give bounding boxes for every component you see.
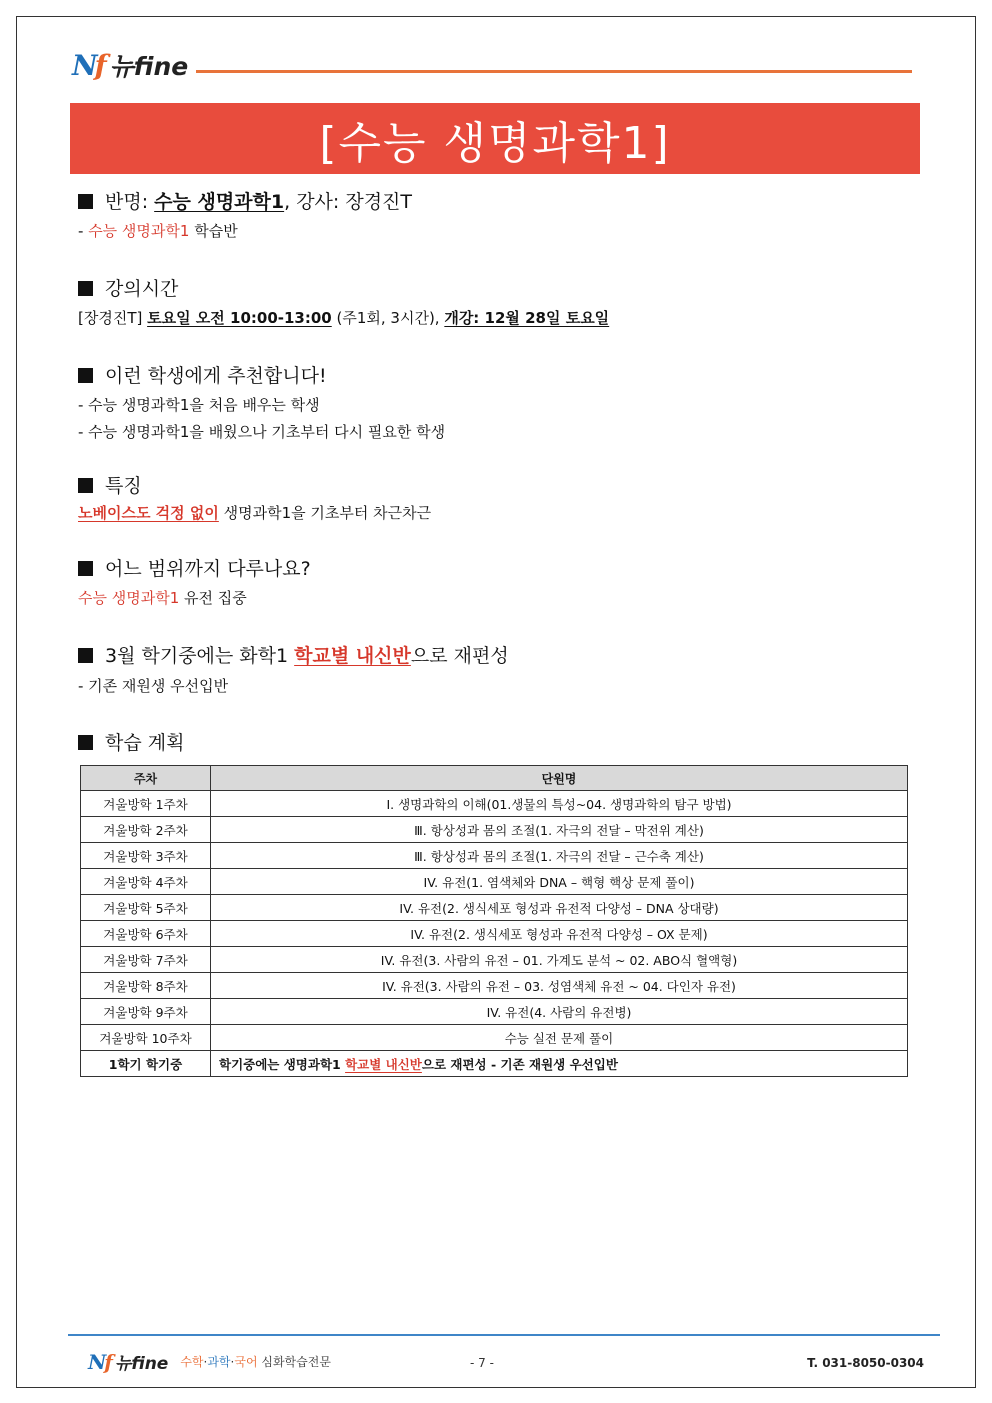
- page-title: [수능 생명과학1]: [70, 103, 920, 174]
- recommend-heading: [78, 361, 327, 388]
- semester-unit-pre: 학기중에는 생명과학1: [219, 1056, 346, 1072]
- class-info-sub-highlight: 수능 생명과학1: [88, 222, 190, 240]
- dash: -: [78, 222, 89, 240]
- bullet-square-icon: [78, 368, 93, 383]
- unit-cell: IV. 유전(4. 사람의 유전병): [211, 999, 908, 1025]
- semester-heading-pre: 3월 학기중에는 화학1: [105, 645, 295, 667]
- logo-mark-f: f: [94, 48, 104, 82]
- header-divider: [196, 70, 912, 73]
- schedule-teacher: [장경진T]: [78, 309, 148, 327]
- schedule-line: [78, 307, 609, 328]
- class-info-sub-text: 학습반: [189, 222, 238, 240]
- semester-heading: [78, 641, 509, 668]
- logo-mark-n: N: [72, 48, 95, 82]
- logo-brand-name: 뉴fine: [109, 52, 189, 81]
- bullet-square-icon: [78, 561, 93, 576]
- semester-unit-highlight: 학교별 내신반: [345, 1056, 422, 1072]
- recommend-item: - 수능 생명과학1을 배웠으나 기초부터 다시 필요한 학생: [78, 423, 446, 441]
- scope-text: 유전 집중: [179, 589, 247, 607]
- plan-heading: [78, 728, 184, 755]
- unit-cell: IV. 유전(2. 생식세포 형성과 유전적 다양성 – OX 문제): [211, 921, 908, 947]
- unit-cell: IV. 유전(3. 사람의 유전 – 03. 성염색체 유전 ~ 04. 다인자 유전): [211, 973, 908, 999]
- semester-unit-post: 으로 재편성 - 기존 재원생 우선입반: [421, 1056, 618, 1072]
- bullet-square-icon: [78, 735, 93, 750]
- instructor-label: , 강사: 장경진T: [284, 191, 413, 213]
- plan-heading-text: 학습 계획: [105, 732, 185, 754]
- footer-logo-mark: [88, 1350, 111, 1374]
- unit-cell: Ⅰ. 생명과학의 이해(01.생물의 특성~04. 생명과학의 탐구 방법): [211, 791, 908, 817]
- table-row: [81, 973, 908, 999]
- table-row: [81, 791, 908, 817]
- header-unit: 단원명: [211, 766, 908, 791]
- table-row: [81, 921, 908, 947]
- week-cell: 겨울방학 1주차: [81, 791, 211, 817]
- week-cell: 겨울방학 3주차: [81, 843, 211, 869]
- feature-line: [78, 502, 431, 523]
- unit-cell: Ⅲ. 항상성과 몸의 조절(1. 자극의 전달 – 막전위 계산): [211, 817, 908, 843]
- week-cell: 겨울방학 9주차: [81, 999, 211, 1025]
- schedule-heading: [78, 274, 178, 301]
- class-info-heading: [78, 187, 412, 214]
- semester-sub: - 기존 재원생 우선입반: [78, 677, 229, 695]
- feature-heading-text: 특징: [105, 475, 142, 497]
- table-row: [81, 895, 908, 921]
- footer-phone: T. 031-8050-0304: [807, 1356, 924, 1370]
- feature-text: 생명과학1을 기초부터 차근차근: [218, 504, 432, 522]
- semester-heading-highlight: 학교별 내신반: [294, 645, 411, 667]
- table-header-row: [81, 766, 908, 791]
- unit-cell: IV. 유전(2. 생식세포 형성과 유전적 다양성 – DNA 상대량): [211, 895, 908, 921]
- page-number: - 7 -: [470, 1356, 494, 1370]
- bullet-square-icon: [78, 281, 93, 296]
- unit-cell: 수능 실전 문제 풀이: [211, 1025, 908, 1051]
- header-logo: [72, 48, 188, 82]
- week-cell: 겨울방학 5주차: [81, 895, 211, 921]
- week-cell: 1학기 학기중: [81, 1051, 211, 1077]
- logo-mark: [72, 49, 104, 82]
- table-row-semester: [81, 1051, 908, 1077]
- week-cell: 겨울방학 7주차: [81, 947, 211, 973]
- footer-tag-korean: 국어: [234, 1355, 258, 1369]
- footer-tag-dot: ·: [203, 1355, 208, 1369]
- table-row: [81, 1025, 908, 1051]
- footer-logo: [88, 1349, 331, 1374]
- footer-tag-math: 수학: [180, 1355, 204, 1369]
- table-row: [81, 947, 908, 973]
- week-cell: 겨울방학 4주차: [81, 869, 211, 895]
- table-row: [81, 843, 908, 869]
- footer-logo-mark-n: N: [88, 1349, 105, 1374]
- table-row: [81, 999, 908, 1025]
- footer-tag-dot: ·: [230, 1355, 235, 1369]
- recommend-item: - 수능 생명과학1을 처음 배우는 학생: [78, 396, 320, 414]
- unit-cell: Ⅲ. 항상성과 몸의 조절(1. 자극의 전달 – 근수축 계산): [211, 843, 908, 869]
- class-info-sub: [78, 220, 238, 241]
- scope-heading-text: 어느 범위까지 다루나요?: [105, 558, 311, 580]
- feature-heading: [78, 471, 142, 498]
- footer-logo-mark-f: f: [104, 1349, 111, 1374]
- class-info-label: 반명:: [105, 191, 155, 213]
- bullet-square-icon: [78, 194, 93, 209]
- study-plan-table: [80, 765, 908, 1077]
- schedule-time: 토요일 오전 10:00-13:00: [147, 309, 332, 327]
- footer-tag-science: 과학: [207, 1355, 231, 1369]
- unit-cell: IV. 유전(3. 사람의 유전 – 01. 가계도 분석 ~ 02. ABO식 혈액형): [211, 947, 908, 973]
- unit-cell: IV. 유전(1. 염색체와 DNA – 핵형 핵상 문제 풀이): [211, 869, 908, 895]
- recommend-heading-text: 이런 학생에게 추천합니다!: [105, 365, 327, 387]
- week-cell: 겨울방학 2주차: [81, 817, 211, 843]
- unit-cell: [211, 1051, 908, 1077]
- class-name: 수능 생명과학1: [154, 191, 285, 213]
- header-week: 주차: [81, 766, 211, 791]
- table-row: [81, 817, 908, 843]
- schedule-start-date: 개강: 12월 28일 토요일: [444, 309, 610, 327]
- table-row: [81, 869, 908, 895]
- week-cell: 겨울방학 6주차: [81, 921, 211, 947]
- feature-highlight: 노베이스도 걱정 없이: [78, 504, 219, 522]
- footer-tag-rest: 심화학습전문: [257, 1355, 331, 1369]
- scope-line: [78, 587, 247, 608]
- footer-divider: [68, 1334, 940, 1336]
- semester-heading-post: 으로 재편성: [410, 645, 509, 667]
- schedule-frequency: (주1회, 3시간),: [331, 309, 445, 327]
- scope-highlight: 수능 생명과학1: [78, 589, 180, 607]
- footer-tagline: [180, 1353, 331, 1370]
- footer-brand-name: 뉴fine: [114, 1354, 169, 1374]
- week-cell: 겨울방학 10주차: [81, 1025, 211, 1051]
- week-cell: 겨울방학 8주차: [81, 973, 211, 999]
- bullet-square-icon: [78, 648, 93, 663]
- bullet-square-icon: [78, 478, 93, 493]
- schedule-heading-text: 강의시간: [105, 278, 179, 300]
- scope-heading: [78, 554, 311, 581]
